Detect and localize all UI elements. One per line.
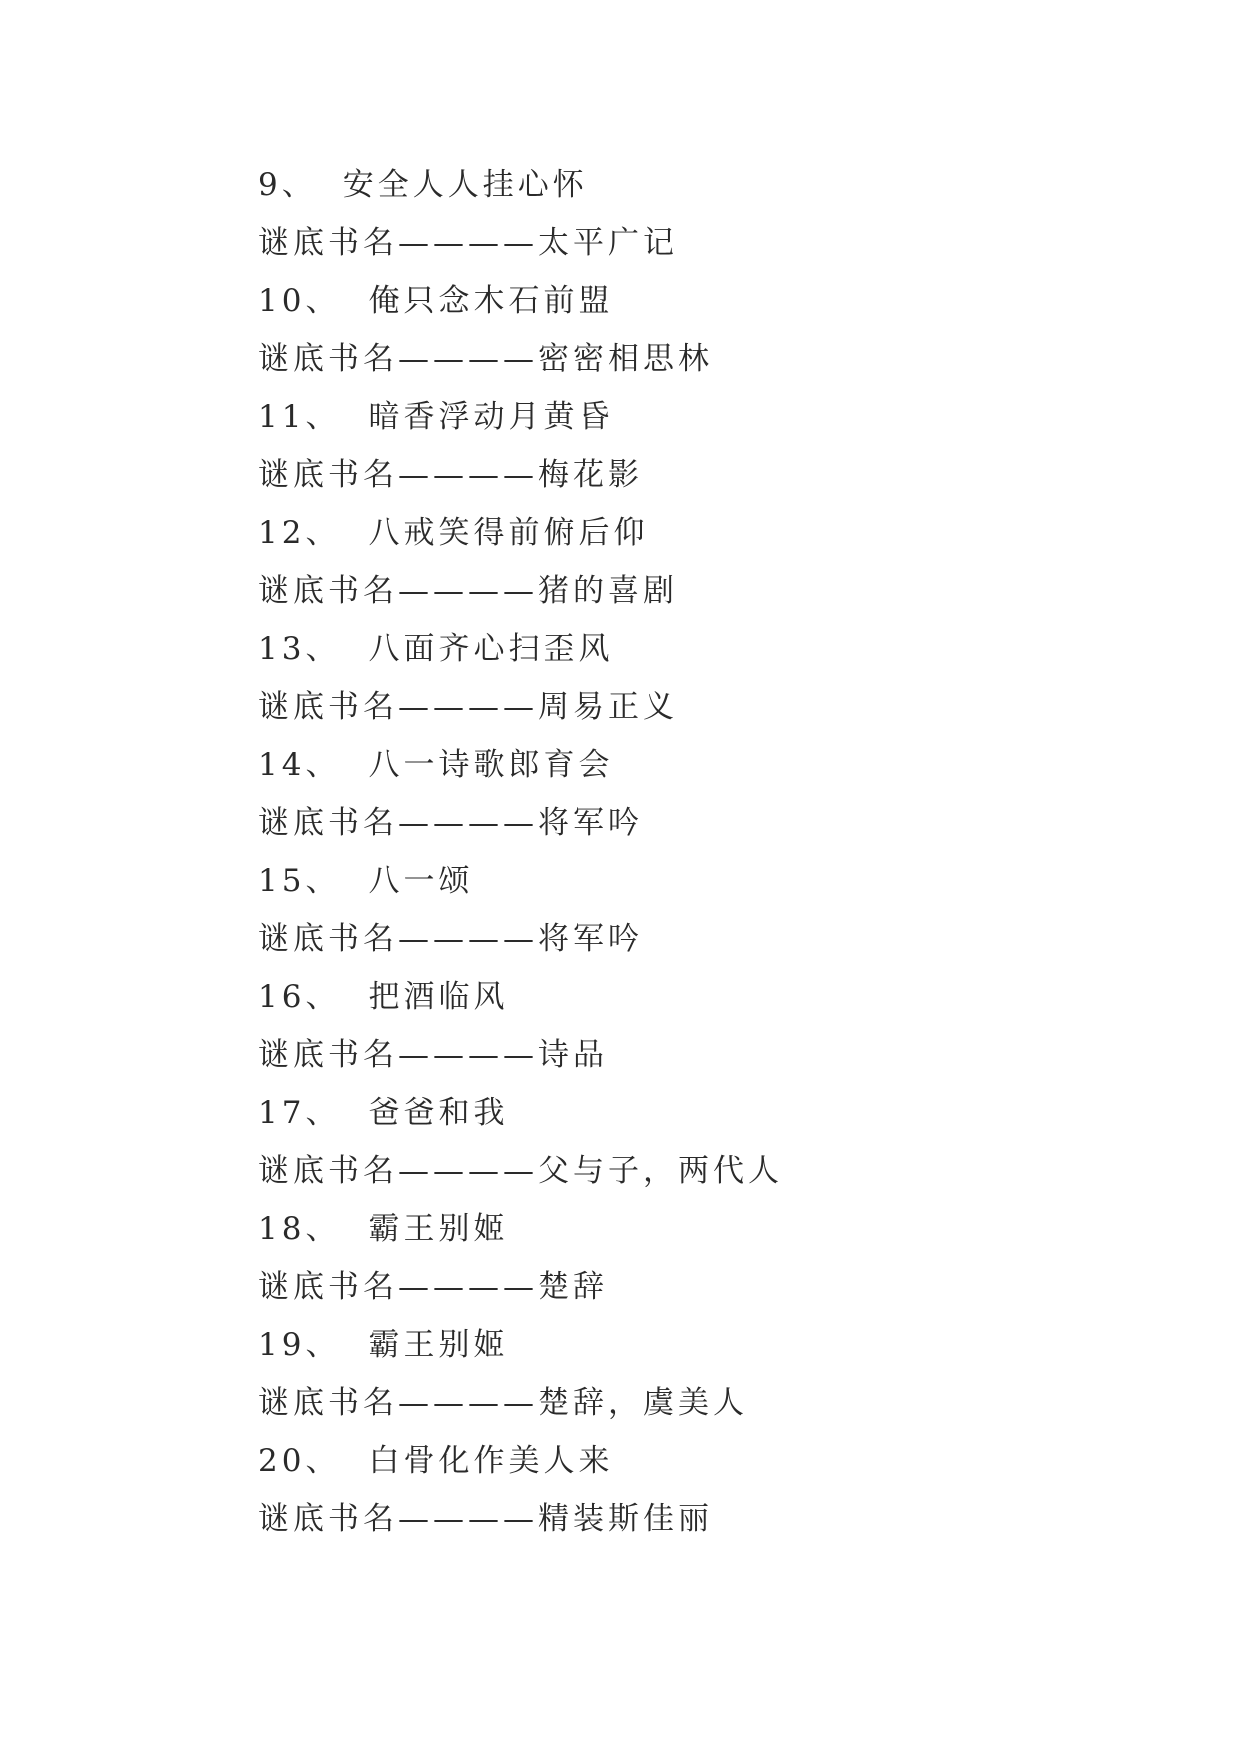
- riddle-question: [258, 1084, 783, 1142]
- riddle-question: [258, 1200, 783, 1258]
- riddle-list: [258, 156, 783, 1548]
- riddle-answer: 谜底书名————将军吟: [258, 921, 643, 957]
- riddle-text: 霸王别姬: [368, 1211, 509, 1247]
- riddle-number: 13、: [258, 631, 341, 667]
- riddle-number: 17、: [258, 1095, 341, 1131]
- riddle-number: 19、: [258, 1327, 341, 1363]
- riddle-answer: 谜底书名————太平广记: [258, 225, 678, 261]
- riddle-number: 16、: [258, 979, 341, 1015]
- riddle-answer: 谜底书名————精装斯佳丽: [258, 1501, 713, 1537]
- riddle-number: 14、: [258, 747, 341, 783]
- riddle-question: [258, 1316, 783, 1374]
- riddle-number: 18、: [258, 1211, 341, 1247]
- riddle-answer: 谜底书名————将军吟: [258, 805, 643, 841]
- riddle-text: 爸爸和我: [368, 1095, 509, 1131]
- riddle-text: 暗香浮动月黄昏: [368, 399, 614, 435]
- riddle-number: 20、: [258, 1443, 341, 1479]
- riddle-answer: 谜底书名————楚辞: [258, 1269, 608, 1305]
- riddle-question: [258, 388, 783, 446]
- riddle-text: 霸王别姬: [368, 1327, 509, 1363]
- riddle-answer: 谜底书名————楚辞，虞美人: [258, 1385, 748, 1421]
- riddle-question: [258, 272, 783, 330]
- riddle-text: 俺只念木石前盟: [368, 283, 614, 319]
- riddle-number: 12、: [258, 515, 341, 551]
- riddle-text: 八戒笑得前俯后仰: [368, 515, 649, 551]
- riddle-answer: 谜底书名————猪的喜剧: [258, 573, 678, 609]
- riddle-number: 9、: [258, 167, 317, 203]
- riddle-question: [258, 852, 783, 910]
- riddle-number: 15、: [258, 863, 341, 899]
- riddle-text: 八一颂: [368, 863, 474, 899]
- riddle-answer: 谜底书名————父与子，两代人: [258, 1153, 783, 1189]
- riddle-text: 白骨化作美人来: [368, 1443, 614, 1479]
- riddle-answer: 谜底书名————诗品: [258, 1037, 608, 1073]
- riddle-text: 把酒临风: [368, 979, 509, 1015]
- riddle-answer: 谜底书名————周易正义: [258, 689, 678, 725]
- riddle-text: 安全人人挂心怀: [342, 167, 588, 203]
- riddle-question: [258, 504, 783, 562]
- riddle-question: [258, 156, 783, 214]
- riddle-text: 八一诗歌郎育会: [368, 747, 614, 783]
- riddle-text: 八面齐心扫歪风: [368, 631, 614, 667]
- riddle-question: [258, 1432, 783, 1490]
- riddle-question: [258, 736, 783, 794]
- riddle-number: 10、: [258, 283, 341, 319]
- riddle-answer: 谜底书名————梅花影: [258, 457, 643, 493]
- riddle-answer: 谜底书名————密密相思林: [258, 341, 713, 377]
- riddle-question: [258, 968, 783, 1026]
- riddle-question: [258, 620, 783, 678]
- riddle-number: 11、: [258, 399, 341, 435]
